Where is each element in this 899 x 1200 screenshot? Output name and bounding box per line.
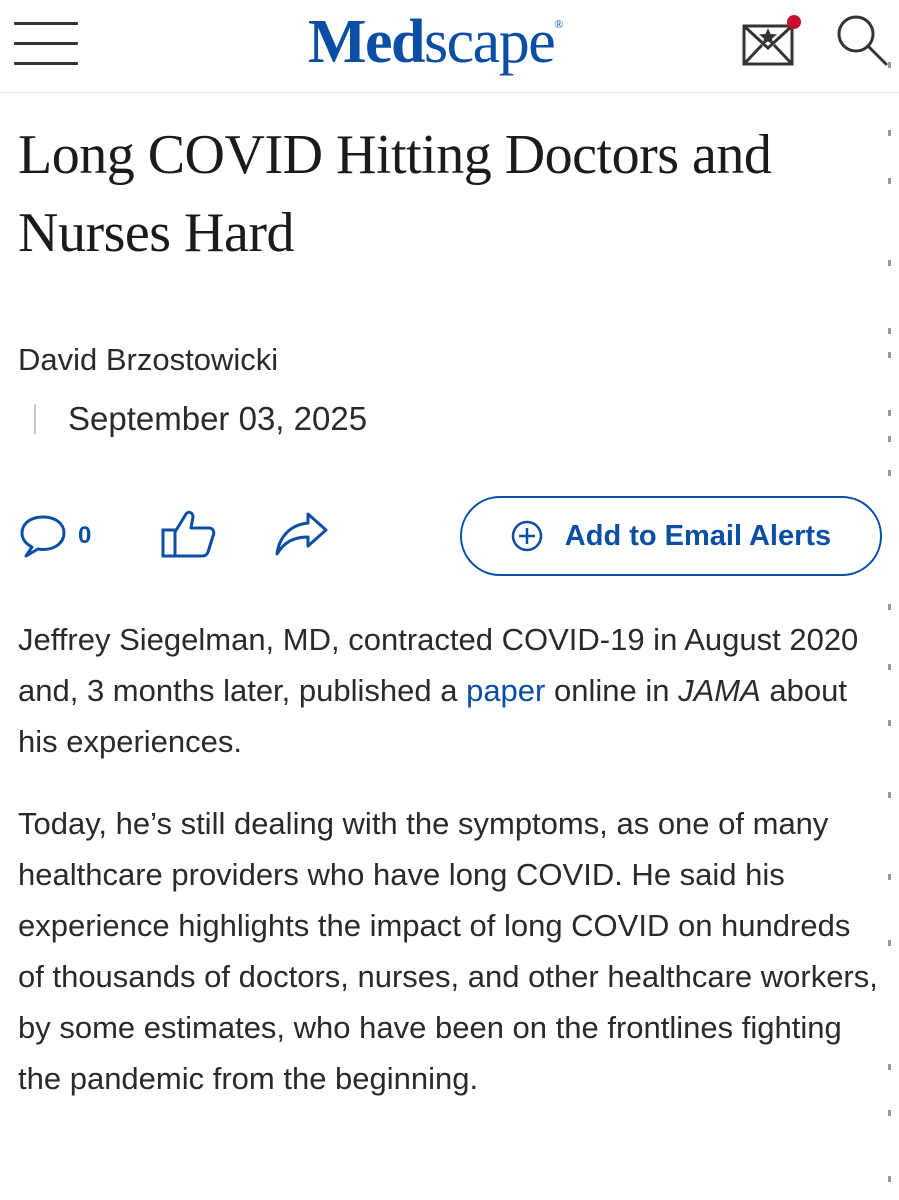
email-alerts-label: Add to Email Alerts (564, 519, 832, 552)
comments-button[interactable] (18, 512, 91, 560)
like-button[interactable] (160, 508, 218, 560)
share-arrow-icon (272, 508, 330, 560)
share-button[interactable] (272, 508, 330, 560)
article-date: September 03, 2025 (68, 400, 368, 437)
article-author[interactable]: David Brzostowicki (18, 342, 279, 377)
add-to-email-alerts-button[interactable] (460, 496, 882, 576)
journal-name: JAMA (678, 673, 761, 708)
search-icon[interactable] (832, 8, 892, 68)
byline-divider (34, 404, 36, 434)
right-edge-fragment (886, 0, 899, 1200)
article-paragraph-2: Today, he’s still dealing with the symptoms, as one of many healthcare providers who have long COVID. He said his experience highlights the impact of long COVID on hundreds of thousands of doctors, nurses, and other healthcare workers, by some estimates, who have been on the frontlines fighting the pandemic from the beginning. (18, 806, 878, 1096)
paper-link[interactable]: paper (466, 673, 546, 708)
article-paragraph-1: Jeffrey Siegelman, MD, contracted COVID-19 in August 2020 and, 3 months later, published a paper online in JAMA about his experiences. (18, 622, 859, 759)
medscape-logo[interactable]: Medscape® (308, 8, 562, 76)
comment-count: 0 (78, 522, 92, 549)
thumbs-up-icon (160, 508, 218, 560)
site-header (0, 0, 899, 93)
article-title: Long COVID Hitting Doctors and Nurses Hard (18, 124, 772, 264)
comment-bubble-icon (18, 513, 68, 559)
plus-circle-icon (511, 520, 543, 552)
hamburger-menu-icon[interactable] (14, 18, 80, 70)
envelope-star-icon[interactable] (740, 12, 802, 70)
